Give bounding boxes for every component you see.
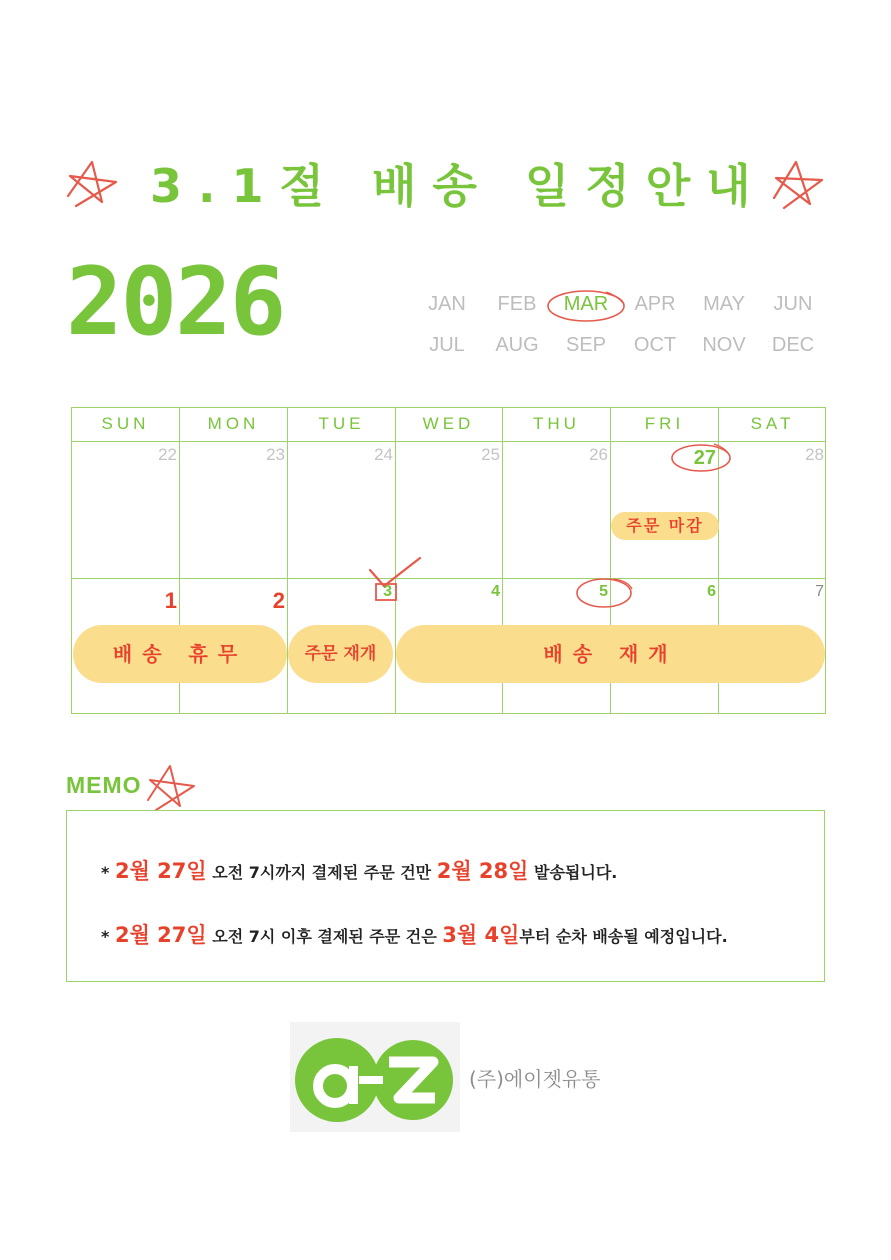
weekday-thu: THU bbox=[533, 414, 580, 433]
day-cell-number: 7 bbox=[815, 583, 824, 600]
day-cell-number: 22 bbox=[158, 445, 177, 464]
memo-text: 발송됩니다. bbox=[528, 863, 618, 882]
star-doodle-icon bbox=[770, 156, 826, 212]
circle-highlight-icon bbox=[546, 286, 628, 326]
memo-line-2 bbox=[101, 919, 728, 949]
weekday-fri: FRI bbox=[644, 414, 685, 433]
page-title: 3.1절 배송 일정안내 bbox=[150, 159, 767, 213]
day-cell-number: 28 bbox=[805, 445, 824, 464]
day-cell-number: 1 bbox=[164, 588, 177, 613]
month-oct: OCT bbox=[633, 334, 677, 356]
day-cell-number: 24 bbox=[374, 445, 393, 464]
memo-label: MEMO bbox=[66, 772, 142, 798]
month-jan: JAN bbox=[428, 293, 466, 315]
event-order-close: 주문 마감 bbox=[611, 512, 719, 540]
highlight-date: 2월 27일 bbox=[114, 859, 207, 883]
day-cell-number: 5 bbox=[599, 583, 608, 600]
month-aug: AUG bbox=[495, 334, 539, 356]
company-name: (주)에이젯유통 bbox=[469, 1067, 601, 1091]
month-may: MAY bbox=[703, 293, 745, 315]
company-logo bbox=[295, 1028, 455, 1128]
day-cell-number: 26 bbox=[589, 445, 608, 464]
day-cell-number: 3 bbox=[383, 583, 392, 600]
circle-highlight-icon bbox=[668, 440, 734, 476]
day-cell-number: 23 bbox=[266, 445, 285, 464]
year-heading: 2026 bbox=[66, 248, 285, 357]
day-cell-number: 6 bbox=[707, 583, 716, 600]
month-mar: MAR bbox=[563, 293, 609, 315]
month-jun: JUN bbox=[773, 293, 813, 315]
weekday-tue: TUE bbox=[318, 414, 365, 433]
weekday-wed: WED bbox=[422, 414, 475, 433]
weekday-sun: SUN bbox=[101, 414, 150, 433]
month-nov: NOV bbox=[702, 334, 746, 356]
day-cell-number: 4 bbox=[491, 583, 500, 600]
star-doodle-icon bbox=[64, 156, 120, 212]
month-apr: APR bbox=[634, 293, 676, 315]
bullet: * bbox=[101, 927, 110, 946]
month-dec: DEC bbox=[771, 334, 815, 356]
day-cell-number: 25 bbox=[481, 445, 500, 464]
memo-text: 오전 7시 이후 결제된 주문 건은 bbox=[206, 927, 443, 946]
memo-line-1 bbox=[101, 855, 617, 885]
memo-text: 오전 7시까지 결제된 주문 건만 bbox=[206, 863, 437, 882]
month-jul: JUL bbox=[429, 334, 465, 356]
event-order-resume: 주문 재개 bbox=[288, 625, 393, 683]
memo-box bbox=[66, 810, 825, 982]
checkmark-icon bbox=[366, 556, 426, 604]
day-cell-number: 27 bbox=[693, 447, 716, 469]
highlight-date: 3월 4일 bbox=[442, 923, 520, 947]
event-shipping-resume: 배송 재개 bbox=[396, 625, 825, 683]
month-sep: SEP bbox=[565, 334, 607, 356]
day-cell-number: 2 bbox=[272, 588, 285, 613]
highlight-date: 2월 28일 bbox=[436, 859, 529, 883]
bullet: * bbox=[101, 863, 110, 882]
month-feb: FEB bbox=[497, 293, 537, 315]
weekday-sat: SAT bbox=[750, 414, 795, 433]
weekday-mon: MON bbox=[207, 414, 260, 433]
highlight-date: 2월 27일 bbox=[114, 923, 207, 947]
star-doodle-icon bbox=[144, 762, 198, 812]
circle-highlight-icon bbox=[574, 575, 636, 611]
event-shipping-off: 배송 휴무 bbox=[73, 625, 287, 683]
memo-text: 부터 순차 배송될 예정입니다. bbox=[519, 927, 728, 946]
